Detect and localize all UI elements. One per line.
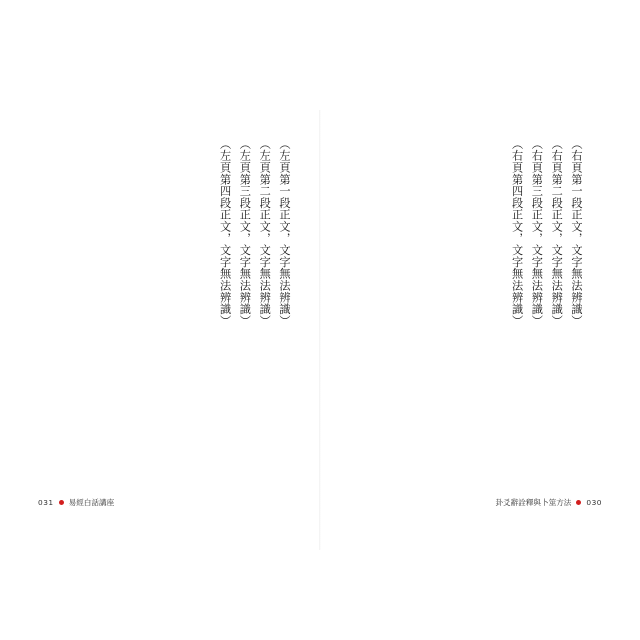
right-paragraph: （右頁第四段正文，文字無法辨識）: [510, 138, 524, 328]
left-footer: [38, 497, 114, 508]
right-running-head: 卦爻辭詮釋與卜筮方法: [495, 498, 572, 507]
right-footer: [495, 497, 602, 508]
right-page: [320, 0, 640, 640]
left-running-head: 易經白話講座: [68, 498, 115, 507]
left-body-text: [60, 116, 294, 546]
left-paragraph: （左頁第二段正文，文字無法辨識）: [258, 138, 272, 328]
left-paragraph: （左頁第一段正文，文字無法辨識）: [278, 138, 291, 328]
left-page-number: 031: [38, 498, 54, 507]
right-paragraph: （右頁第一段正文，文字無法辨識）: [570, 138, 583, 328]
right-body-text: [340, 116, 586, 546]
right-paragraph: （右頁第三段正文，文字無法辨識）: [530, 138, 544, 328]
folio-dot-icon: [576, 500, 581, 505]
left-paragraph: （左頁第三段正文，文字無法辨識）: [238, 138, 252, 328]
right-page-number: 030: [586, 498, 602, 507]
folio-dot-icon: [59, 500, 64, 505]
left-paragraph: （左頁第四段正文，文字無法辨識）: [218, 138, 232, 328]
right-paragraph: （右頁第二段正文，文字無法辨識）: [550, 138, 564, 328]
